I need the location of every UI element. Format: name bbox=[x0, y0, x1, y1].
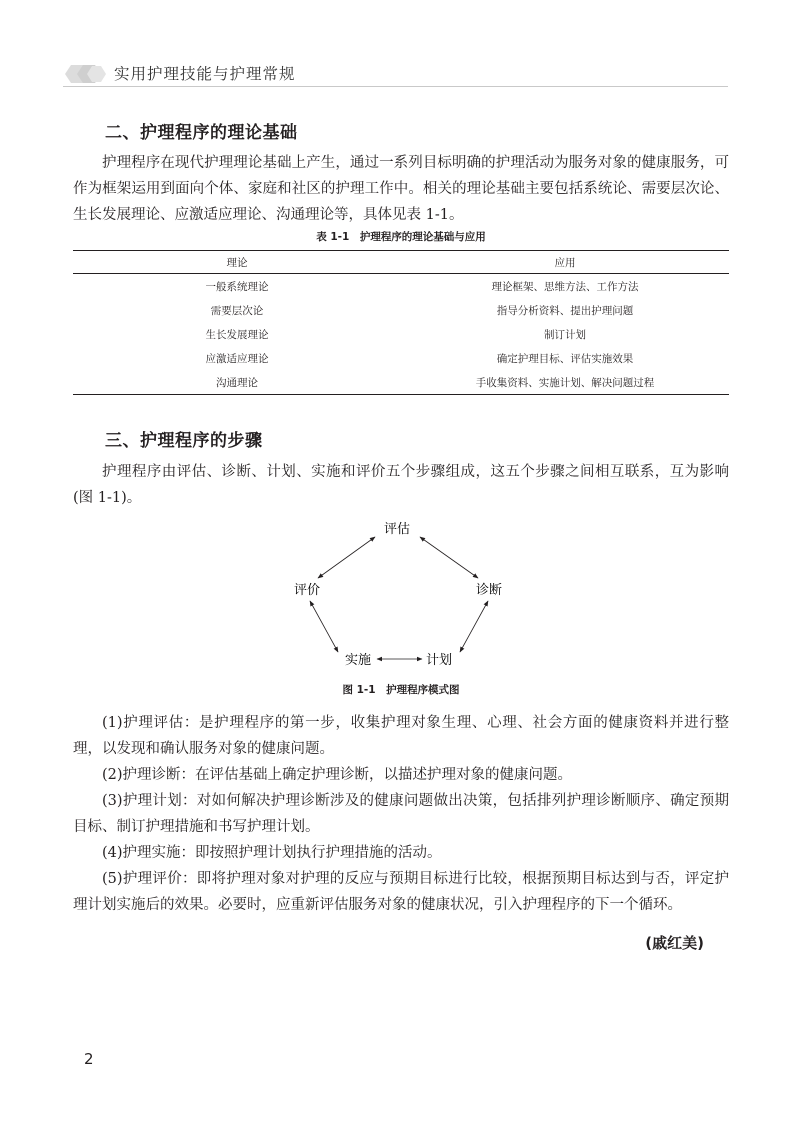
step-implementation: (4)护理实施：即按照护理计划执行护理措施的活动。 bbox=[102, 845, 442, 861]
node-implement: 实施 bbox=[344, 653, 372, 668]
table-cell-application: 制订计划 bbox=[544, 328, 586, 341]
table-cell-application: 手收集资料、实施计划、解决问题过程 bbox=[401, 370, 729, 395]
table-row bbox=[73, 298, 729, 322]
table-row bbox=[73, 370, 729, 395]
node-evaluate: 评价 bbox=[293, 583, 321, 598]
table-header-theory: 理论 bbox=[73, 251, 401, 274]
theory-table bbox=[73, 250, 729, 395]
arrow-assess-evaluate bbox=[318, 537, 375, 578]
step-planning: (3)护理计划：对如何解决护理诊断涉及的健康问题做出决策，包括排列护理诊断顺序、确定预期目标、制订护理措施和书写护理计划。 bbox=[73, 793, 729, 835]
body-paragraph: 护理程序在现代护理理论基础上产生，通过一系列目标明确的护理活动为服务对象的健康服务，可作为框架运用到面向个体、家庭和社区的护理工作中。相关的理论基础主要包括系统论、需要层次论、生长发展理论、应激适应理论、沟通理论等，具体见表 1-1。 bbox=[73, 155, 729, 223]
steps-list bbox=[73, 710, 729, 918]
table-cell-theory: 生长发展理论 bbox=[205, 328, 269, 341]
section-heading-theory: 二、护理程序的理论基础 bbox=[105, 123, 298, 143]
author-name: (戚红美) bbox=[645, 934, 704, 952]
section-theory-paragraph bbox=[73, 150, 729, 228]
running-title: 实用护理技能与护理常规 bbox=[114, 65, 296, 83]
step-diagnosis: (2)护理诊断：在评估基础上确定护理诊断，以描述护理对象的健康问题。 bbox=[102, 767, 573, 783]
page-number: 2 bbox=[84, 1050, 94, 1068]
node-assess: 评估 bbox=[383, 522, 411, 537]
table-caption: 表 1-1 护理程序的理论基础与应用 bbox=[316, 231, 486, 243]
arrow-assess-diagnose bbox=[420, 537, 478, 578]
table-cell-theory: 一般系统理论 bbox=[205, 280, 269, 293]
table-cell-application: 理论框架、思维方法、工作方法 bbox=[491, 280, 639, 293]
table-cell-application: 确定护理目标、评估实施效果 bbox=[496, 352, 634, 365]
table-header-application: 应用 bbox=[401, 251, 729, 274]
step-assessment: (1)护理评估：是护理程序的第一步，收集护理对象生理、心理、社会方面的健康资料并进行整理，以发现和确认服务对象的健康问题。 bbox=[73, 715, 729, 757]
figure-caption: 图 1-1 护理程序模式图 bbox=[342, 684, 460, 696]
table-row bbox=[73, 322, 729, 346]
table-cell-theory: 需要层次论 bbox=[210, 304, 264, 317]
step-evaluation: (5)护理评价：即将护理对象对护理的反应与预期目标进行比较，根据预期目标达到与否，评定护理计划实施后的效果。必要时，应重新评估服务对象的健康状况，引入护理程序的下一个循环。 bbox=[73, 871, 729, 913]
body-paragraph: 护理程序由评估、诊断、计划、实施和评价五个步骤组成，这五个步骤之间相互联系，互为影响(图 1-1)。 bbox=[73, 464, 729, 506]
node-diagnose: 诊断 bbox=[475, 583, 503, 598]
table-cell-theory: 应激适应理论 bbox=[205, 352, 269, 365]
header-rule bbox=[63, 86, 728, 87]
table-cell-theory: 沟通理论 bbox=[73, 370, 401, 395]
table-header-row bbox=[73, 251, 729, 274]
section-heading-steps: 三、护理程序的步骤 bbox=[105, 431, 263, 451]
arrow-diagnose-plan bbox=[460, 601, 488, 652]
nursing-process-diagram bbox=[280, 515, 520, 675]
table-row bbox=[73, 274, 729, 299]
header-decoration bbox=[63, 64, 107, 84]
table-cell-application: 指导分析资料、提出护理问题 bbox=[496, 304, 634, 317]
section-steps-paragraph bbox=[73, 459, 729, 511]
table-row bbox=[73, 346, 729, 370]
node-plan: 计划 bbox=[425, 653, 453, 668]
arrow-implement-evaluate bbox=[310, 601, 338, 652]
